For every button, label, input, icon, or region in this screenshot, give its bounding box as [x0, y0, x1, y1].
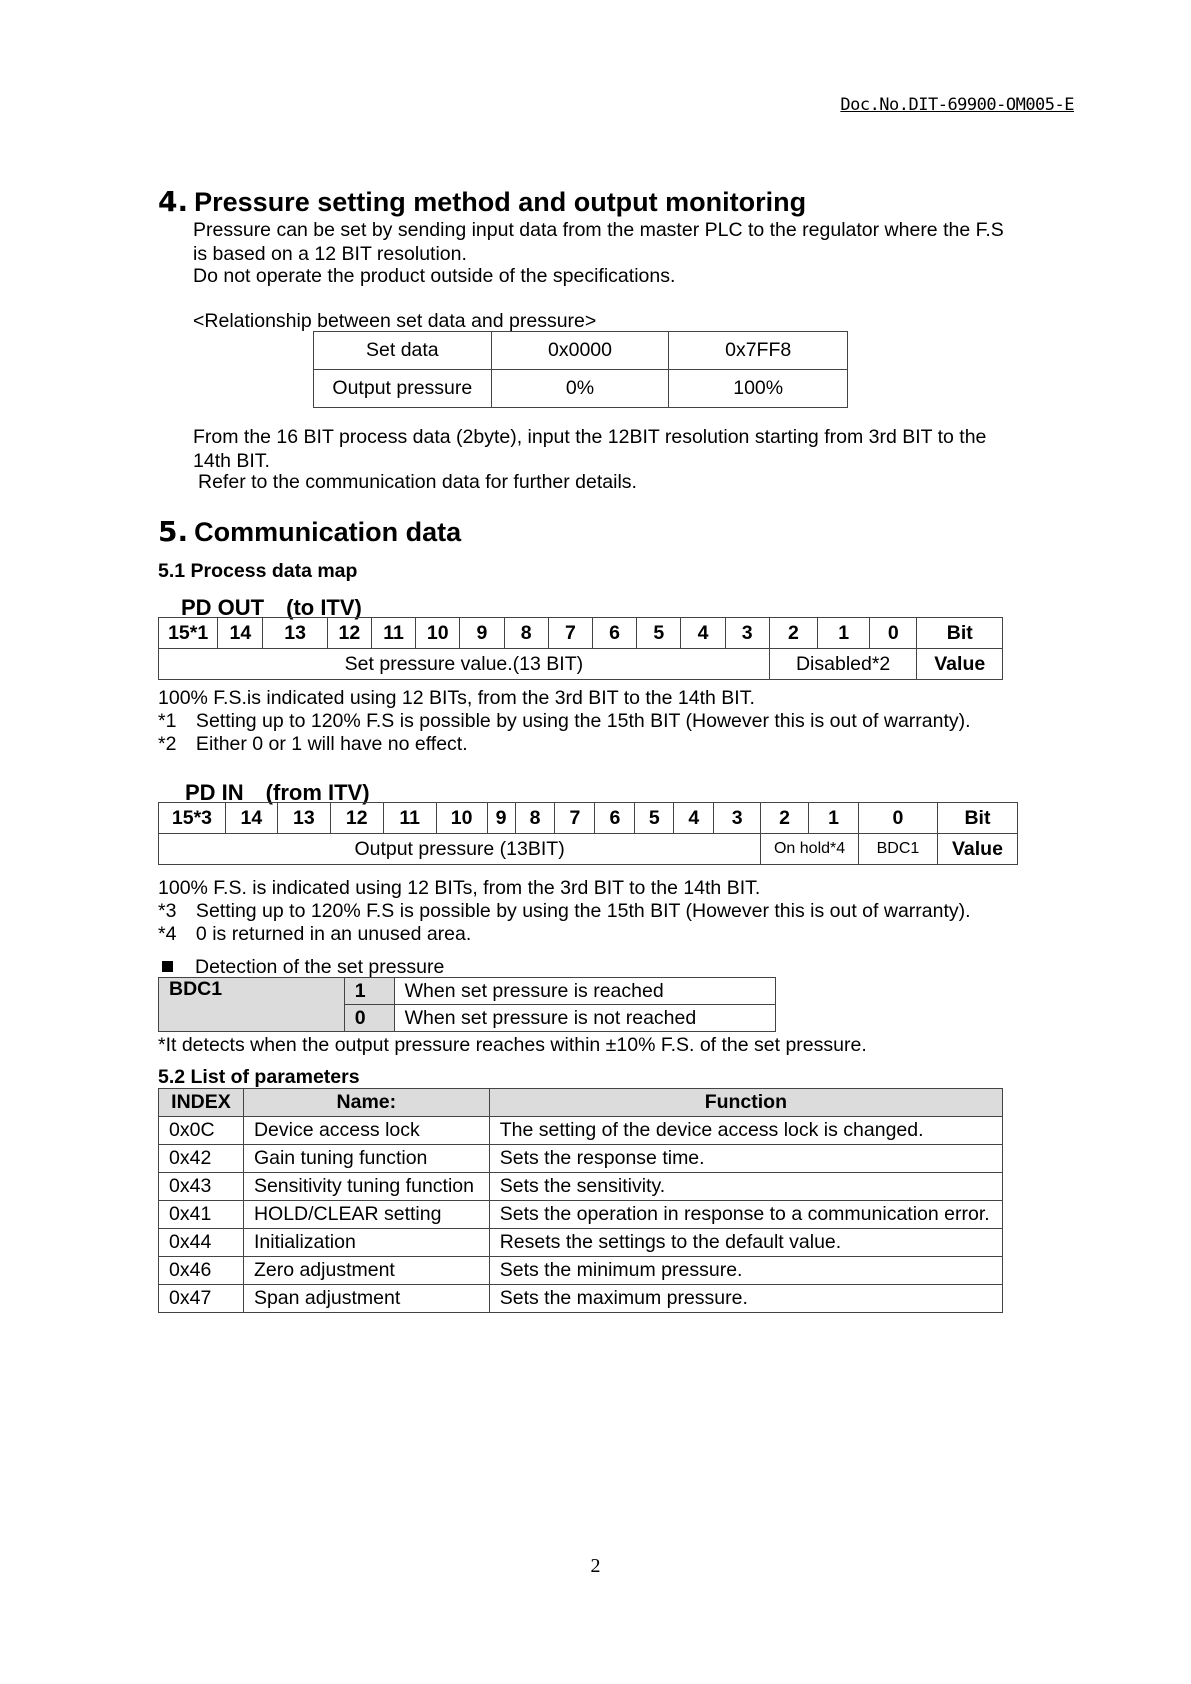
pd-out-note-1: 100% F.S.is indicated using 12 BITs, from the 3rd BIT to the 14th BIT.	[158, 687, 755, 709]
table-row	[159, 1285, 1003, 1313]
bit-cell: 15*1	[159, 618, 218, 649]
table-cell: 0%	[491, 370, 669, 408]
pd-out-value-disabled: Disabled*2	[769, 649, 917, 680]
bit-cell: 14	[218, 618, 263, 649]
table-cell: 100%	[669, 370, 848, 408]
pd-in-note-2: *3 Setting up to 120% F.S is possible by using the 15th BIT (However this is out of warranty).	[158, 900, 971, 922]
bit-header-label: Bit	[937, 803, 1017, 834]
table-cell: 0x0C	[159, 1117, 244, 1145]
table-cell: Device access lock	[243, 1117, 489, 1145]
bit-cell: 0	[870, 618, 917, 649]
section-5-number: 5.	[158, 515, 189, 548]
bit-cell: 4	[674, 803, 714, 834]
bit-cell: 13	[263, 618, 327, 649]
table-cell: Initialization	[243, 1229, 489, 1257]
table-cell: 0x41	[159, 1201, 244, 1229]
table-cell: 0x44	[159, 1229, 244, 1257]
bdc1-name: BDC1	[159, 978, 345, 1032]
pd-out-note-3: *2 Either 0 or 1 will have no effect.	[158, 733, 468, 755]
column-header: Function	[489, 1089, 1002, 1117]
detection-title: Detection of the set pressure	[195, 956, 445, 978]
section-4-para1: Pressure can be set by sending input data from the master PLC to the regulator where the F.S is based on a 12 BIT resolution.	[193, 219, 1004, 265]
subsection-5-2-title: 5.2 List of parameters	[158, 1066, 360, 1088]
bit-cell: 6	[595, 803, 635, 834]
section-5-heading	[158, 515, 461, 548]
relationship-row-output-pressure	[314, 370, 848, 408]
column-header: INDEX	[159, 1089, 244, 1117]
section-4-para3: From the 16 BIT process data (2byte), input the 12BIT resolution starting from 3rd BIT to the 14th BIT.	[193, 426, 987, 472]
doc-number: Doc.No.DIT-69900-OM005-E	[840, 95, 1074, 115]
bit-cell: 12	[327, 618, 371, 649]
table-cell: Sets the maximum pressure.	[489, 1285, 1002, 1313]
bit-cell: 12	[330, 803, 383, 834]
parameters-header-row	[159, 1089, 1003, 1117]
pd-in-note-1: 100% F.S. is indicated using 12 BITs, from the 3rd BIT to the 14th BIT.	[158, 877, 761, 899]
bit-cell: 1	[818, 618, 870, 649]
bit-cell: 2	[769, 618, 817, 649]
bit-cell: 8	[504, 618, 548, 649]
table-cell: 0x0000	[491, 332, 669, 370]
section-4-para2: Do not operate the product outside of the specifications.	[193, 265, 676, 287]
section-4-para4: Refer to the communication data for further details.	[198, 471, 637, 493]
bit-cell: 13	[277, 803, 330, 834]
bit-cell: 5	[635, 803, 674, 834]
table-cell: Zero adjustment	[243, 1257, 489, 1285]
bit-cell: 1	[809, 803, 859, 834]
subsection-5-1-title: 5.1 Process data map	[158, 560, 358, 582]
pd-out-value-main: Set pressure value.(13 BIT)	[159, 649, 770, 680]
pd-out-note-2: *1 Setting up to 120% F.S is possible by using the 15th BIT (However this is out of warranty).	[158, 710, 971, 732]
pd-out-table	[158, 617, 1003, 680]
pd-in-value-row	[159, 834, 1018, 865]
bit-cell: 3	[725, 618, 769, 649]
bit-cell: 7	[555, 803, 595, 834]
bit-cell: 10	[436, 803, 487, 834]
bdc1-description: When set pressure is not reached	[394, 1005, 775, 1032]
bit-cell: 10	[416, 618, 460, 649]
table-cell: HOLD/CLEAR setting	[243, 1201, 489, 1229]
detection-note: *It detects when the output pressure reaches within ±10% F.S. of the set pressure.	[158, 1034, 867, 1056]
bit-cell: 9	[487, 803, 515, 834]
table-row	[159, 1117, 1003, 1145]
table-row	[159, 1145, 1003, 1173]
bit-cell: 3	[714, 803, 761, 834]
table-row	[159, 1229, 1003, 1257]
table-cell: 0x43	[159, 1173, 244, 1201]
bdc1-description: When set pressure is reached	[394, 978, 775, 1005]
pd-out-title: PD OUT (to ITV)	[181, 595, 362, 620]
table-cell: Sensitivity tuning function	[243, 1173, 489, 1201]
bit-cell: 11	[383, 803, 436, 834]
table-cell: 0x46	[159, 1257, 244, 1285]
pd-out-value-row	[159, 649, 1003, 680]
pd-in-title: PD IN (from ITV)	[185, 780, 370, 805]
square-bullet-icon	[162, 961, 173, 972]
bit-cell: 11	[371, 618, 415, 649]
bdc1-value: 0	[344, 1005, 394, 1032]
bdc1-row	[159, 978, 776, 1005]
table-cell: The setting of the device access lock is changed.	[489, 1117, 1002, 1145]
page-number: 2	[590, 1555, 601, 1577]
pd-in-value-main: Output pressure (13BIT)	[159, 834, 761, 865]
bit-cell: 15*3	[159, 803, 226, 834]
table-cell: Set data	[314, 332, 492, 370]
table-cell: 0x42	[159, 1145, 244, 1173]
relationship-table	[313, 331, 848, 408]
table-row	[159, 1201, 1003, 1229]
pd-in-value-bdc1: BDC1	[859, 834, 938, 865]
table-cell: Sets the operation in response to a communication error.	[489, 1201, 1002, 1229]
bit-header-label: Bit	[917, 618, 1003, 649]
bit-cell: 8	[515, 803, 555, 834]
relationship-row-set-data	[314, 332, 848, 370]
table-cell: Gain tuning function	[243, 1145, 489, 1173]
column-header: Name:	[243, 1089, 489, 1117]
detection-heading	[162, 955, 444, 979]
pd-out-bit-row	[159, 618, 1003, 649]
bit-cell: 14	[225, 803, 277, 834]
relationship-caption: <Relationship between set data and pressure>	[193, 310, 597, 332]
table-cell: Output pressure	[314, 370, 492, 408]
bit-cell: 7	[548, 618, 592, 649]
table-cell: Span adjustment	[243, 1285, 489, 1313]
bit-cell: 2	[761, 803, 809, 834]
section-5-title: Communication data	[194, 517, 462, 547]
pd-in-bit-row	[159, 803, 1018, 834]
bit-cell: 0	[859, 803, 938, 834]
parameters-table	[158, 1088, 1003, 1313]
table-cell: Resets the settings to the default value.	[489, 1229, 1002, 1257]
table-cell: 0x7FF8	[669, 332, 848, 370]
bit-cell: 6	[592, 618, 636, 649]
table-cell: Sets the minimum pressure.	[489, 1257, 1002, 1285]
value-label: Value	[937, 834, 1017, 865]
section-4-heading	[158, 185, 806, 218]
bit-cell: 9	[460, 618, 504, 649]
table-cell: Sets the response time.	[489, 1145, 1002, 1173]
pd-in-note-3: *4 0 is returned in an unused area.	[158, 923, 472, 945]
table-row	[159, 1173, 1003, 1201]
table-row	[159, 1257, 1003, 1285]
bdc1-value: 1	[344, 978, 394, 1005]
section-4-number: 4.	[158, 185, 189, 218]
section-4-title: Pressure setting method and output monitoring	[194, 187, 807, 217]
pd-in-value-on-hold: On hold*4	[761, 834, 859, 865]
bit-cell: 4	[681, 618, 725, 649]
pd-in-table	[158, 802, 1018, 865]
bdc1-table	[158, 977, 776, 1032]
table-cell: Sets the sensitivity.	[489, 1173, 1002, 1201]
value-label: Value	[917, 649, 1003, 680]
bit-cell: 5	[637, 618, 681, 649]
table-cell: 0x47	[159, 1285, 244, 1313]
